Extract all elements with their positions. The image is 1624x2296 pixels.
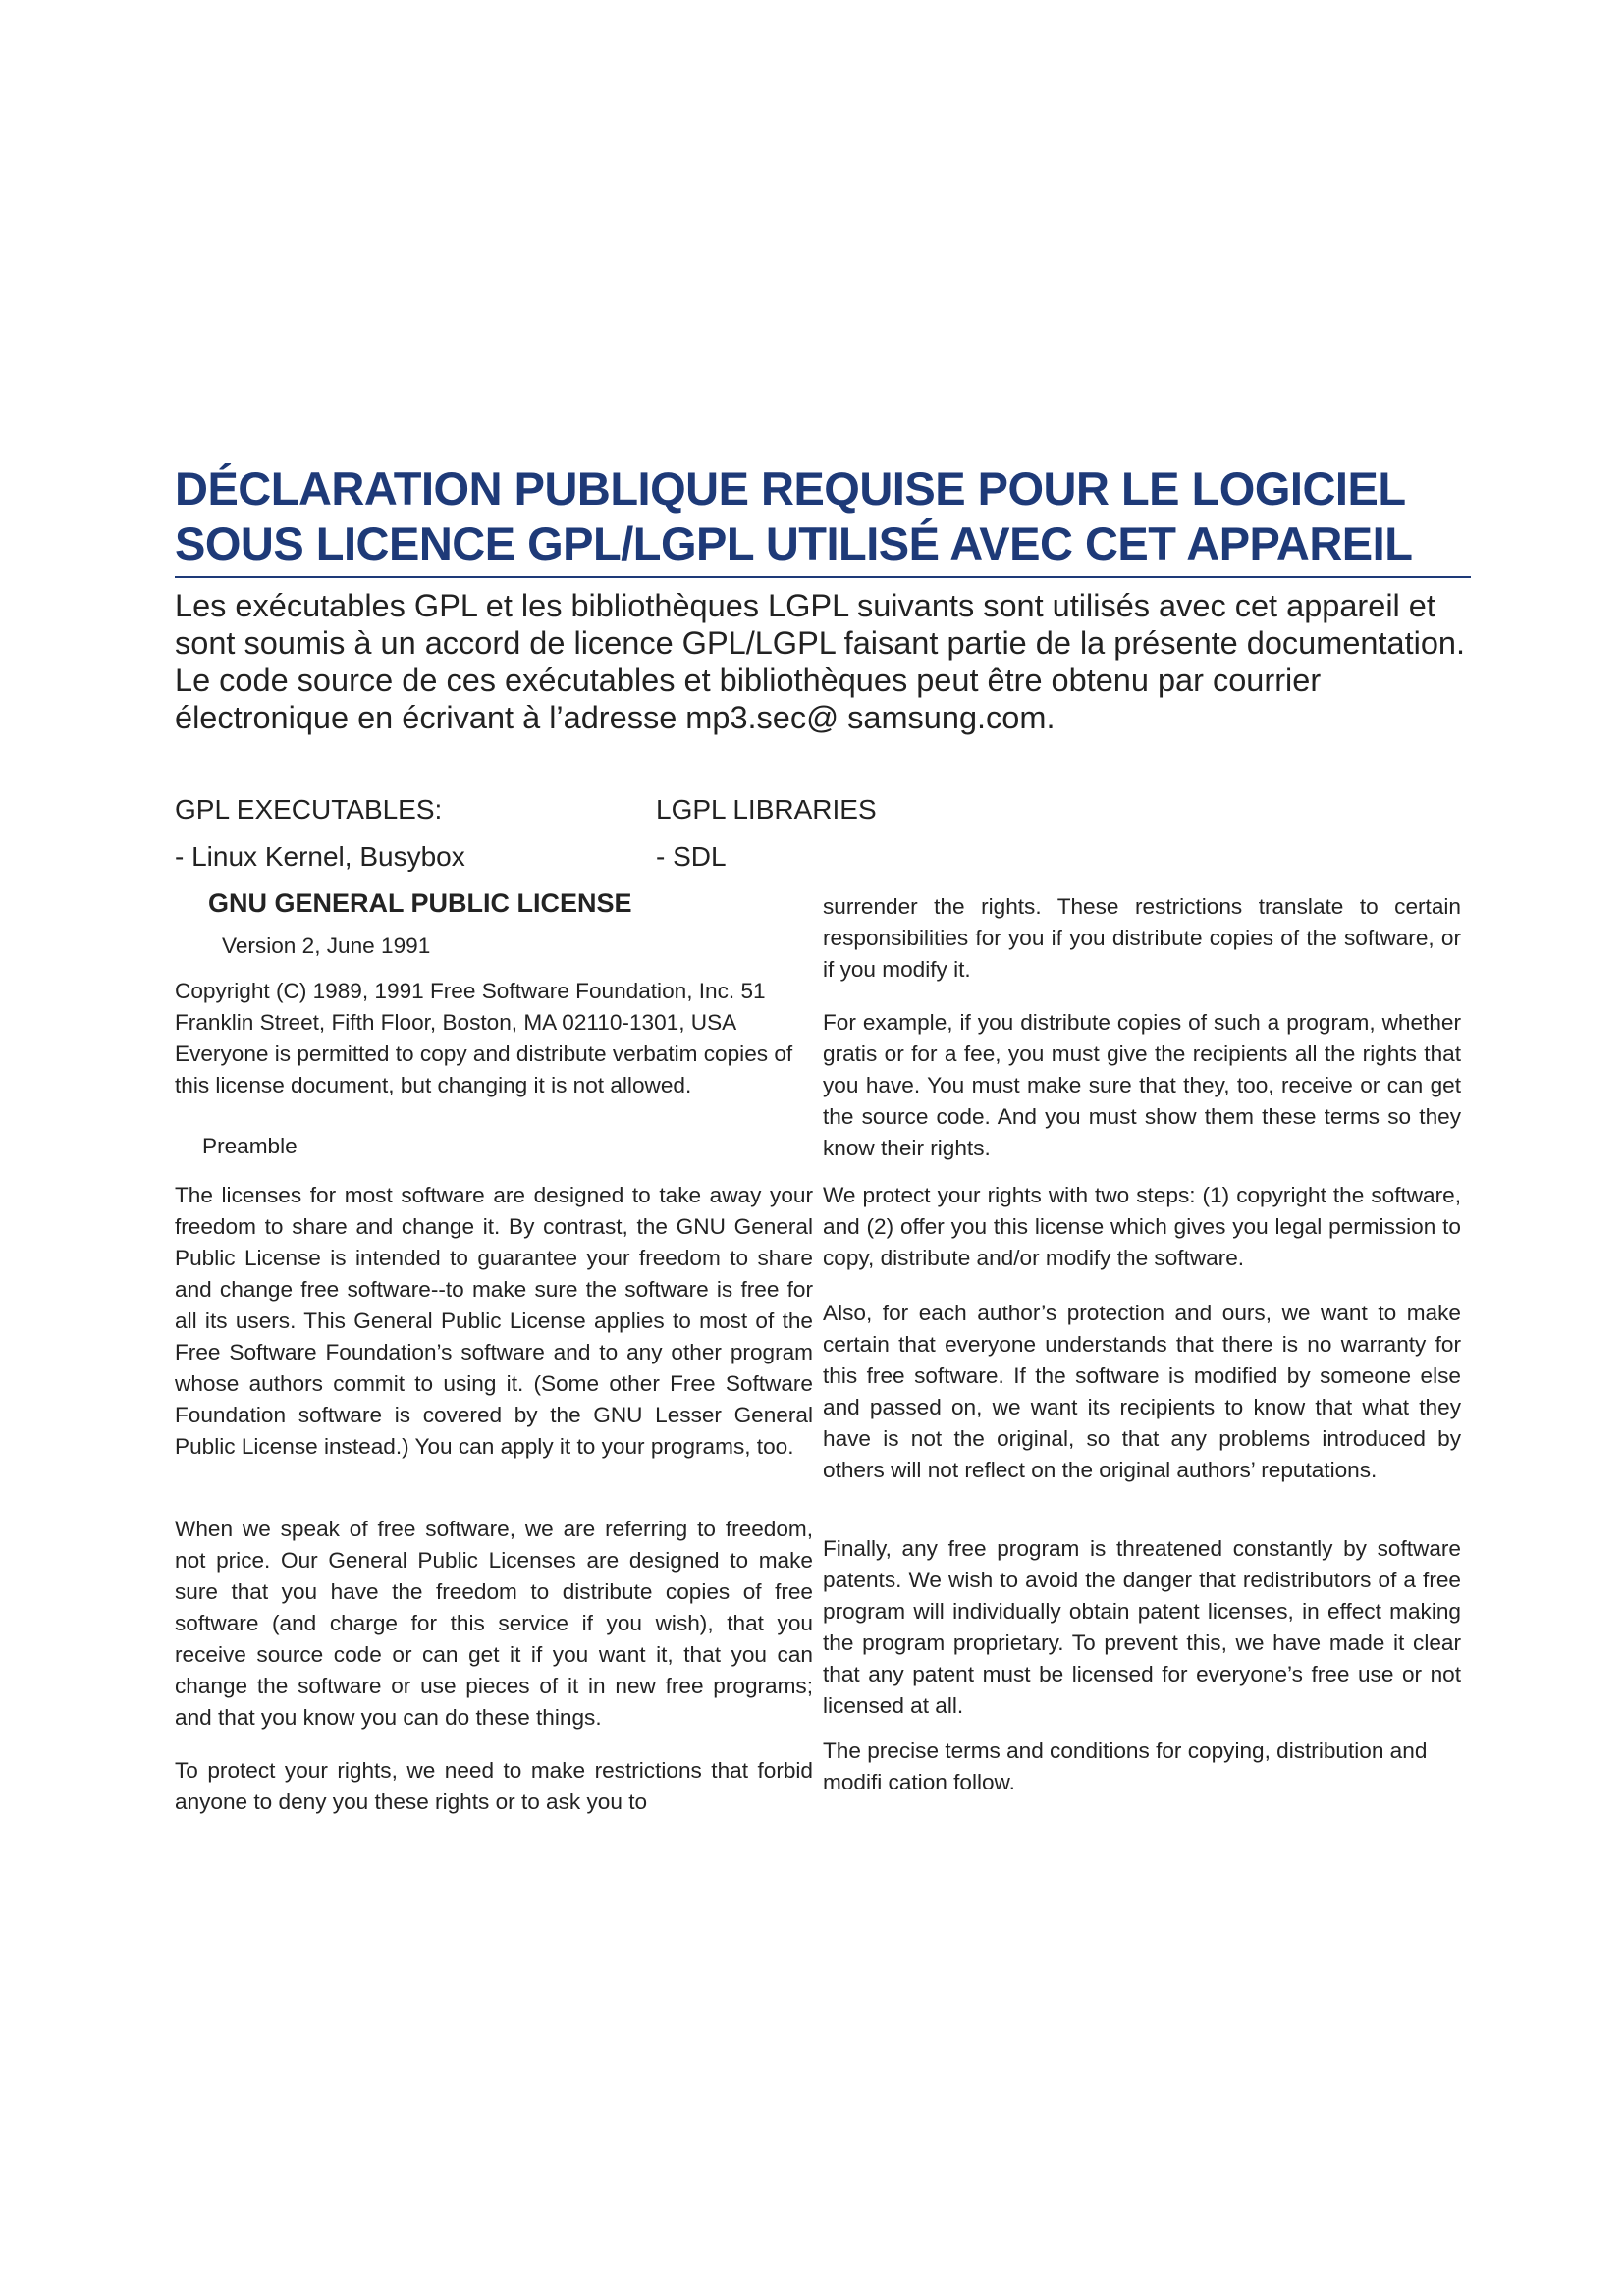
- right-column-paragraph-4: [823, 1298, 1461, 1486]
- right-column-paragraph-6: [823, 1735, 1461, 1798]
- title-underline-rule: [175, 576, 1471, 578]
- paragraph: The precise terms and conditions for copying, distribution and modifi cation follow.: [823, 1738, 1428, 1794]
- copyright-notice: [175, 976, 813, 1101]
- paragraph: To protect your rights, we need to make restrictions that forbid anyone to deny you these rights or to ask you to: [175, 1758, 813, 1814]
- paragraph: Finally, any free program is threatened constantly by software patents. We wish to avoid the danger that redistributors of a free program will individually obtain patent licenses, in effect making the program proprietary. To prevent this, we have made it clear that any patent must be licensed for everyone’s free use or not licensed at all.: [823, 1536, 1461, 1718]
- page-title: [175, 461, 1471, 571]
- paragraph: We protect your rights with two steps: (1) copyright the software, and (2) offer you this license which gives you legal permission to copy, distribute and/or modify the software.: [823, 1183, 1461, 1270]
- paragraph: For example, if you distribute copies of such a program, whether gratis or for a fee, you must give the recipients all the rights that you have. You must make sure that they, too, receive or can get the source code. And you must show them these terms so they know their rights.: [823, 1010, 1461, 1160]
- preamble-heading: Preamble: [202, 1134, 298, 1158]
- page-title-line-1: DÉCLARATION PUBLIQUE REQUISE POUR LE LOGICIEL: [175, 462, 1406, 514]
- paragraph: When we speak of free software, we are referring to freedom, not price. Our General Public Licenses are designed to make sure that you have the freedom to distribute copies of free software (and charge for this service if you wish), that you receive source code or can get it if you want it, that you can change the software or use pieces of it in new free programs; and that you know you can do these things.: [175, 1517, 813, 1730]
- lgpl-libraries-item: - SDL: [656, 841, 727, 872]
- paragraph: surrender the rights. These restrictions translate to certain responsibilities for you if you distribute copies of the software, or if you modify it.: [823, 894, 1461, 982]
- page-title-line-2: SOUS LICENCE GPL/LGPL UTILISÉ AVEC CET APPAREIL: [175, 517, 1413, 569]
- lgpl-libraries-heading: LGPL LIBRARIES: [656, 794, 877, 825]
- left-column-paragraph-2: [175, 1514, 813, 1734]
- left-column-paragraph-1: [175, 1180, 813, 1463]
- left-column-paragraph-3: [175, 1755, 813, 1818]
- gpl-executables-heading: GPL EXECUTABLES:: [175, 794, 443, 825]
- copyright-text: Copyright (C) 1989, 1991 Free Software Foundation, Inc. 51 Franklin Street, Fifth Floor, Boston, MA 02110-1301, USA Everyone is permitted to copy and distribute verbatim copies of this license document, but changing it is not allowed.: [175, 979, 793, 1097]
- gpl-executables-item: - Linux Kernel, Busybox: [175, 841, 465, 872]
- right-column-paragraph-1: [823, 891, 1461, 986]
- license-title: GNU GENERAL PUBLIC LICENSE: [208, 888, 632, 918]
- paragraph: Also, for each author’s protection and ours, we want to make certain that everyone understands that there is no warranty for this free software. If the software is modified by someone else and passed on, we want its recipients to know that what they have is not the original, so that any problems introduced by others will not reflect on the original authors’ reputations.: [823, 1301, 1461, 1482]
- right-column-paragraph-3: [823, 1180, 1461, 1274]
- right-column-paragraph-5: [823, 1533, 1461, 1722]
- paragraph: The licenses for most software are designed to take away your freedom to share and change it. By contrast, the GNU General Public License is intended to guarantee your freedom to share and change free software--to make sure the software is free for all its users. This General Public License applies to most of the Free Software Foundation’s software and to any other program whose authors commit to using it. (Some other Free Software Foundation software is covered by the GNU Lesser General Public License instead.) You can apply it to your programs, too.: [175, 1183, 813, 1459]
- intro-paragraph: Les exécutables GPL et les bibliothèques LGPL suivants sont utilisés avec cet appareil et sont soumis à un accord de licence GPL/LGPL faisant partie de la présente documentation. Le code source de ces exécutables et bibliothèques peut être obtenu par courrier électronique en écrivant à l’adresse mp3.sec@ samsung.com.: [175, 588, 1466, 735]
- right-column-paragraph-2: [823, 1007, 1461, 1164]
- license-version: Version 2, June 1991: [222, 934, 431, 958]
